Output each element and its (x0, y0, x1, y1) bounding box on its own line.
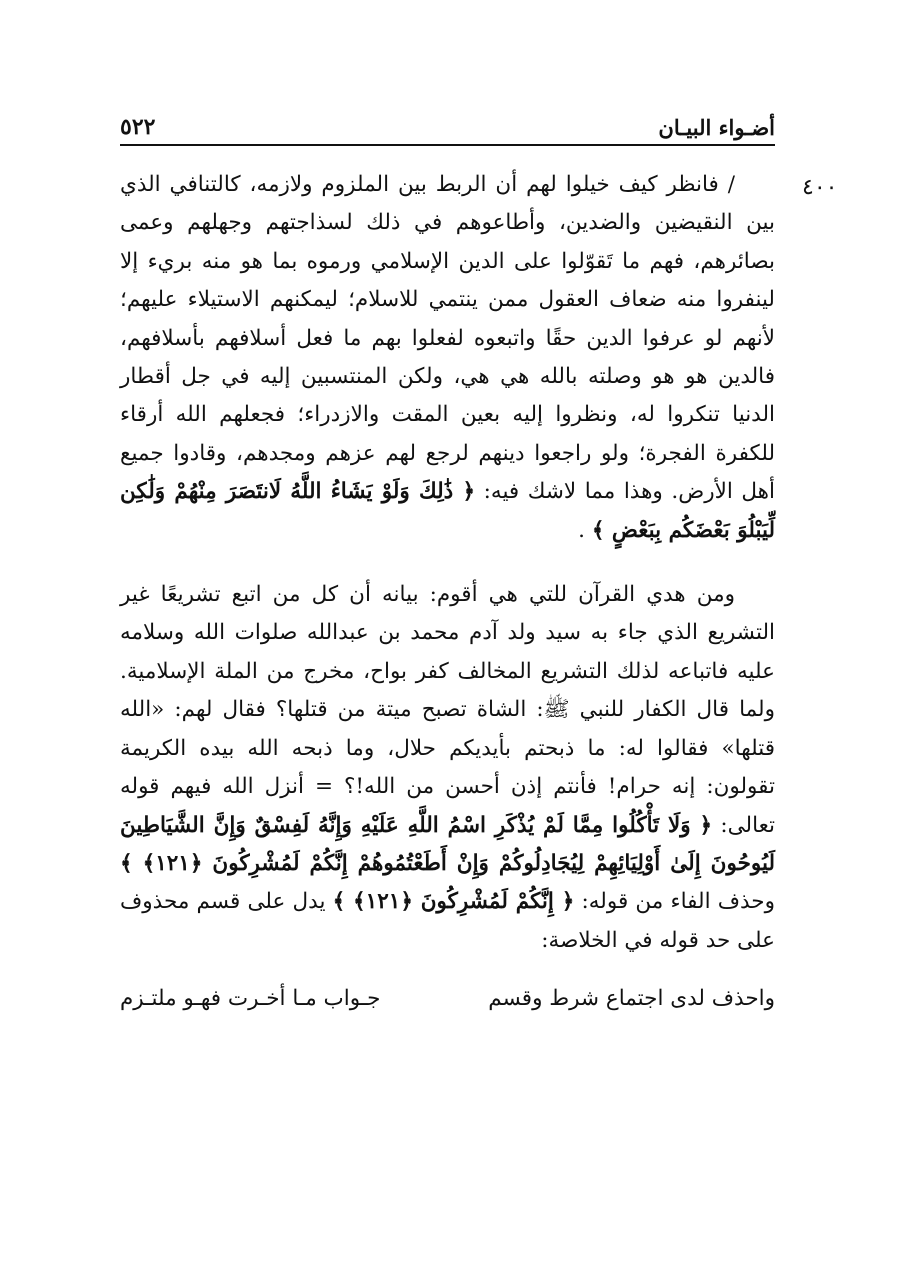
paragraph-1-text-a: / فانظر كيف خيلوا لهم أن الربط بين الملزوم ولازمه، كالتنافي الذي بين النقيضين والضدين، وأطاعوهم في ذلك لسذاجتهم وجهلهم وعمى بصائرهم، فهم ما تَقوّلوا على الدين الإسلامي ورموه بما هو منه بريء إلا لينفروا منه ضعاف العقول ممن ينتمي للاسلام؛ ليمكنهم الاستيلاء عليهم؛ لأنهم لو عرفوا الدين حقًا واتبعوه لفعلوا بهم ما فعل أسلافهم بأسلافهم، فالدين هو هو وصلته بالله هي هي، ولكن المنتسبين إليه في جل أقطار الدنيا تنكروا له، ونظروا إليه بعين المقت والازدراء؛ فجعلهم الله أرقاء للكفرة الفجرة؛ ولو راجعوا دينهم لرجع لهم عزهم ومجدهم، وقادوا جميع أهل الأرض. وهذا مما لاشك فيه: (120, 172, 775, 505)
paragraph-2 (120, 576, 775, 960)
book-title: أضـواء البيـان (658, 115, 775, 140)
paragraph-2-text-c: يدل على قسم محذوف على حد قوله في الخلاصة: (120, 889, 775, 953)
paragraph-1 (120, 166, 775, 550)
paragraph-1-text-b: . (578, 517, 585, 543)
page-number: ٥٢٢ (120, 114, 156, 140)
verse-hemistich-1: واحذف لدى اجتماع شرط وقسم (488, 986, 775, 1012)
poetry-verse (120, 980, 775, 1018)
quran-quote-1: ﴿ ذَٰلِكَ وَلَوْ يَشَاءُ اللَّهُ لَانتَصَرَ مِنْهُمْ وَلَٰكِن لِّيَبْلُوَ بَعْضَكُم بِبَعْضٍ ﴾ (120, 479, 775, 543)
quran-quote-2: ﴿ وَلَا تَأْكُلُوا مِمَّا لَمْ يُذْكَرِ اسْمُ اللَّهِ عَلَيْهِ وَإِنَّهُ لَفِسْقٌ وَإِنَّ الشَّيَاطِينَ لَيُوحُونَ إِلَىٰ أَوْلِيَائِهِمْ لِيُجَادِلُوكُمْ وَإِنْ أَطَعْتُمُوهُمْ إِنَّكُمْ لَمُشْرِكُونَ ﴿١٢١﴾ ﴾ (120, 812, 776, 876)
margin-page-reference: ٤٠٠ (802, 175, 838, 200)
quran-quote-3: ﴿ إِنَّكُمْ لَمُشْرِكُونَ ﴿١٢١﴾ ﴾ (332, 889, 575, 915)
page-header (120, 104, 775, 146)
body-text (120, 166, 775, 1019)
paragraph-2-text-a: ومن هدي القرآن للتي هي أقوم: بيانه أن كل من اتبع تشريعًا غير التشريع الذي جاء به سيد ولد آدم محمد بن عبدالله صلوات الله وسلامه عليه فاتباعه لذلك التشريع المخالف كفر بواح، مخرج من الملة الإسلامية. ولما قال الكفار للنبي ﷺ: الشاة تصبح ميتة من قتلها؟ فقال لهم: «الله قتلها» فقالوا له: ما ذبحتم بأيديكم حلال، وما ذبحه الله بيده الكريمة تقولون: إنه حرام! فأنتم إذن أحسن من الله!؟ = أنزل الله فيهم قوله تعالى: (120, 582, 775, 838)
paragraph-2-text-b: وحذف الفاء من قوله: (581, 889, 775, 915)
verse-hemistich-2: جـواب مـا أخـرت فهـو ملتـزم (120, 986, 381, 1012)
